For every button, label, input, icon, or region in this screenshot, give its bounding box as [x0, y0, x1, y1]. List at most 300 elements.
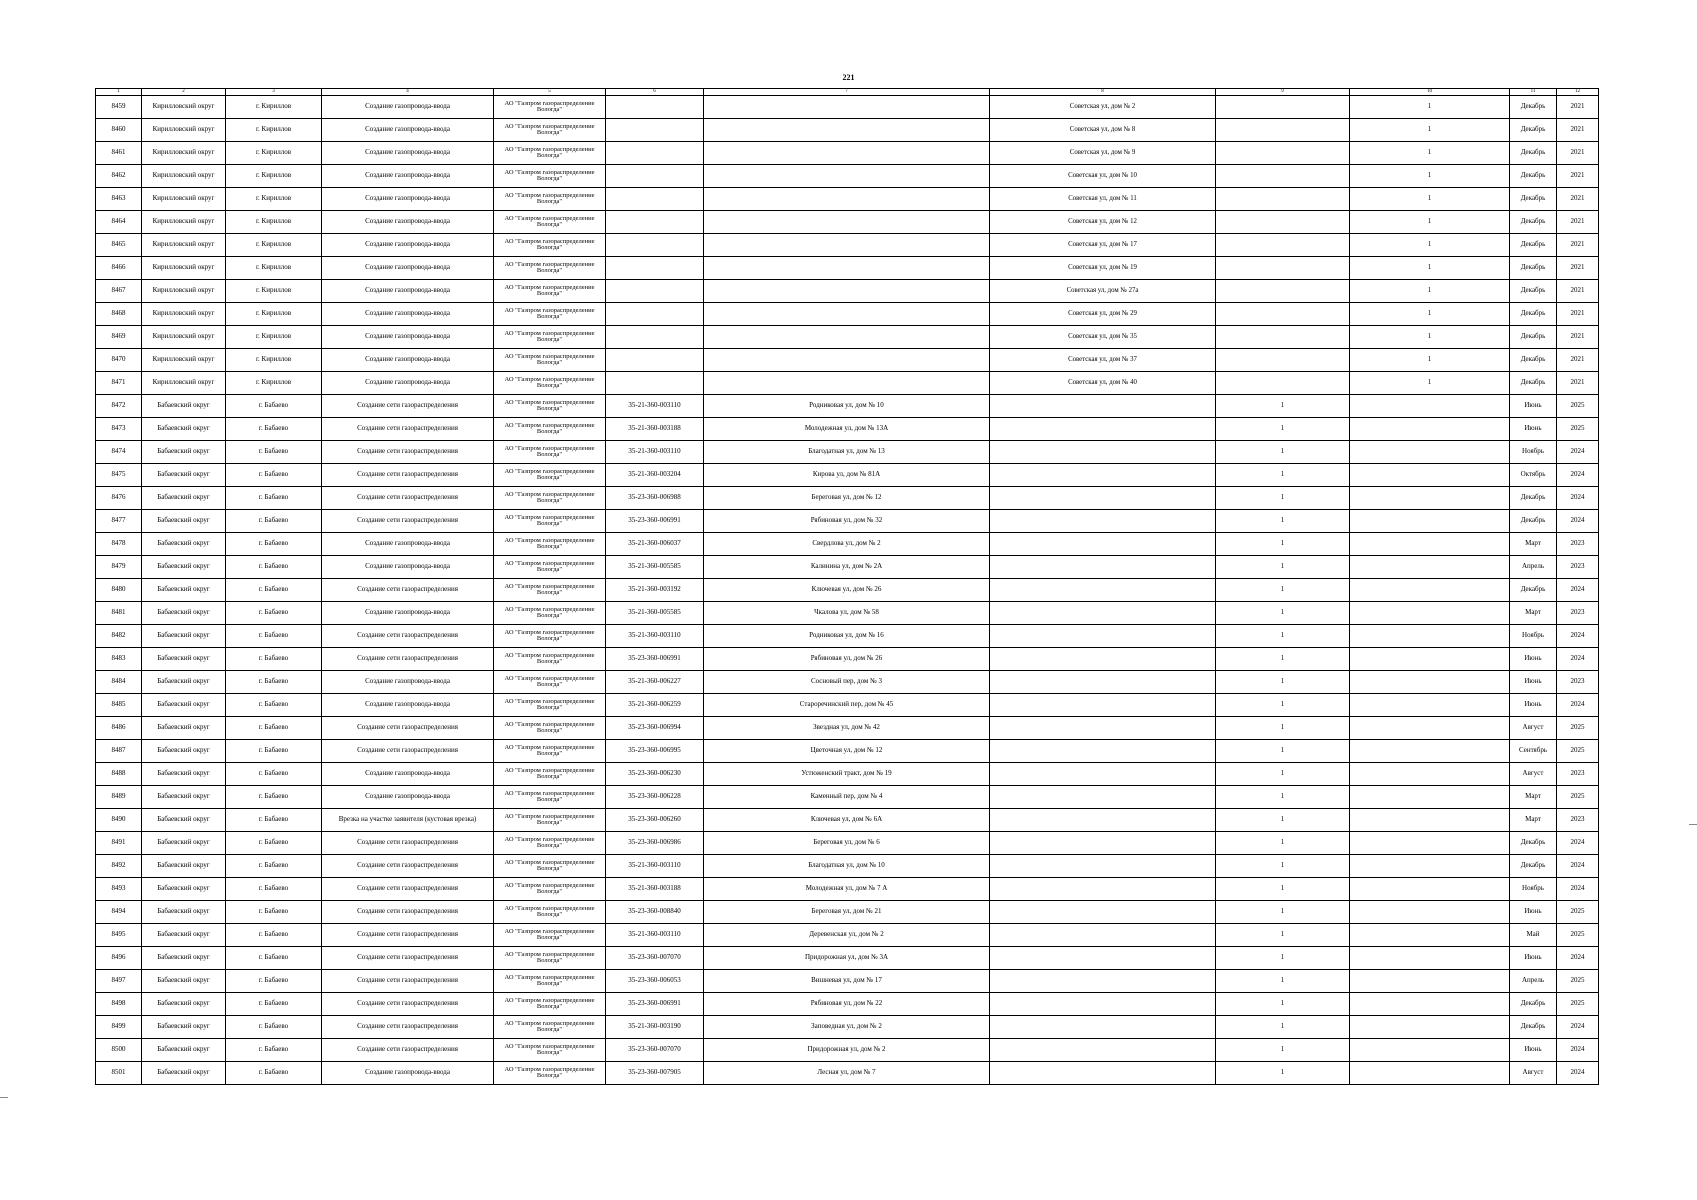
cell-address-alt: Советская ул, дом № 40: [990, 372, 1216, 395]
cell-address-alt: Советская ул, дом № 37: [990, 349, 1216, 372]
cell-work-type: Создание газопровода-ввода: [322, 165, 494, 188]
table-row: [96, 602, 1599, 625]
cell-count-9: [1216, 303, 1350, 326]
cell-executor: АО "Газпром газораспределение Вологда": [494, 533, 606, 556]
cell-district: Кирилловский округ: [142, 142, 226, 165]
cell-executor: АО "Газпром газораспределение Вологда": [494, 119, 606, 142]
cell-count-9: [1216, 349, 1350, 372]
cell-row-number: 8473: [96, 418, 142, 441]
cell-row-number: 8496: [96, 947, 142, 970]
cell-work-type: Создание сети газораспределения: [322, 487, 494, 510]
cell-year: 2024: [1557, 832, 1599, 855]
table-row: [96, 395, 1599, 418]
cell-count-9: 1: [1216, 464, 1350, 487]
cell-executor: АО "Газпром газораспределение Вологда": [494, 372, 606, 395]
cell-month: Ноябрь: [1510, 441, 1557, 464]
cell-address: [704, 96, 990, 119]
cell-year: 2025: [1557, 901, 1599, 924]
cell-work-type: Создание газопровода-ввода: [322, 211, 494, 234]
cell-district: Кирилловский округ: [142, 326, 226, 349]
cell-district: Бабаевский округ: [142, 763, 226, 786]
cell-cadastral-block: 35-21-360-005585: [606, 556, 704, 579]
scan-margin-mark: [1689, 824, 1697, 825]
cell-address: [704, 280, 990, 303]
cell-year: 2024: [1557, 510, 1599, 533]
cell-district: Бабаевский округ: [142, 487, 226, 510]
page-number: 221: [842, 73, 855, 82]
cell-address: Молодежная ул, дом № 13А: [704, 418, 990, 441]
table-row: [96, 993, 1599, 1016]
cell-address-alt: [990, 625, 1216, 648]
cell-district: Бабаевский округ: [142, 786, 226, 809]
cell-row-number: 8498: [96, 993, 142, 1016]
cell-cadastral-block: 35-23-360-007905: [606, 1062, 704, 1085]
cell-district: Кирилловский округ: [142, 234, 226, 257]
cell-month: Декабрь: [1510, 372, 1557, 395]
cell-executor: АО "Газпром газораспределение Вологда": [494, 786, 606, 809]
cell-count-9: [1216, 96, 1350, 119]
cell-work-type: Создание газопровода-ввода: [322, 257, 494, 280]
cell-city: г. Бабаево: [226, 510, 322, 533]
cell-month: Декабрь: [1510, 855, 1557, 878]
cell-count-10: [1350, 947, 1510, 970]
cell-executor: АО "Газпром газораспределение Вологда": [494, 832, 606, 855]
table-row: [96, 326, 1599, 349]
cell-count-9: [1216, 234, 1350, 257]
cell-row-number: 8480: [96, 579, 142, 602]
cell-city: г. Бабаево: [226, 487, 322, 510]
cell-month: Декабрь: [1510, 234, 1557, 257]
cell-count-9: 1: [1216, 1062, 1350, 1085]
cell-district: Бабаевский округ: [142, 947, 226, 970]
cell-district: Бабаевский округ: [142, 464, 226, 487]
column-number: 12: [1557, 89, 1599, 96]
cell-work-type: Создание газопровода-ввода: [322, 763, 494, 786]
cell-count-10: [1350, 786, 1510, 809]
column-number: 4: [322, 89, 494, 96]
cell-city: г. Бабаево: [226, 924, 322, 947]
cell-row-number: 8464: [96, 211, 142, 234]
cell-city: г. Кириллов: [226, 142, 322, 165]
cell-row-number: 8465: [96, 234, 142, 257]
cell-count-9: 1: [1216, 924, 1350, 947]
cell-work-type: Создание сети газораспределения: [322, 901, 494, 924]
cell-month: Март: [1510, 533, 1557, 556]
cell-executor: АО "Газпром газораспределение Вологда": [494, 878, 606, 901]
cell-district: Бабаевский округ: [142, 878, 226, 901]
cell-district: Бабаевский округ: [142, 855, 226, 878]
column-number-row: [96, 89, 1599, 96]
cell-row-number: 8481: [96, 602, 142, 625]
cell-executor: АО "Газпром газораспределение Вологда": [494, 211, 606, 234]
cell-address: [704, 211, 990, 234]
cell-district: Бабаевский округ: [142, 418, 226, 441]
cell-executor: АО "Газпром газораспределение Вологда": [494, 947, 606, 970]
cell-count-10: [1350, 671, 1510, 694]
cell-address-alt: [990, 671, 1216, 694]
cell-work-type: Создание газопровода-ввода: [322, 533, 494, 556]
cell-cadastral-block: 35-23-360-006053: [606, 970, 704, 993]
cell-count-9: [1216, 165, 1350, 188]
cell-year: 2025: [1557, 970, 1599, 993]
table-row: [96, 717, 1599, 740]
cell-count-9: 1: [1216, 970, 1350, 993]
cell-city: г. Бабаево: [226, 832, 322, 855]
cell-district: Бабаевский округ: [142, 694, 226, 717]
cell-count-10: [1350, 740, 1510, 763]
cell-district: Кирилловский округ: [142, 303, 226, 326]
cell-cadastral-block: 35-23-360-006994: [606, 717, 704, 740]
table-row: [96, 579, 1599, 602]
cell-count-9: [1216, 188, 1350, 211]
cell-count-10: [1350, 418, 1510, 441]
table-row: [96, 878, 1599, 901]
cell-count-10: [1350, 855, 1510, 878]
cell-address-alt: [990, 901, 1216, 924]
cell-count-10: 1: [1350, 280, 1510, 303]
cell-work-type: Создание сети газораспределения: [322, 395, 494, 418]
cell-district: Кирилловский округ: [142, 280, 226, 303]
cell-count-10: 1: [1350, 142, 1510, 165]
cell-month: Июнь: [1510, 648, 1557, 671]
cell-cadastral-block: 35-21-360-003110: [606, 924, 704, 947]
cell-cadastral-block: 35-23-360-006986: [606, 832, 704, 855]
cell-executor: АО "Газпром газораспределение Вологда": [494, 648, 606, 671]
cell-row-number: 8467: [96, 280, 142, 303]
cell-city: г. Бабаево: [226, 533, 322, 556]
cell-address-alt: Советская ул, дом № 17: [990, 234, 1216, 257]
cell-district: Бабаевский округ: [142, 648, 226, 671]
cell-month: Апрель: [1510, 970, 1557, 993]
table-row: [96, 625, 1599, 648]
cell-count-9: 1: [1216, 602, 1350, 625]
table-row: [96, 763, 1599, 786]
cell-address-alt: Советская ул, дом № 35: [990, 326, 1216, 349]
cell-address: Цветочная ул, дом № 12: [704, 740, 990, 763]
cell-month: Декабрь: [1510, 165, 1557, 188]
cell-city: г. Бабаево: [226, 970, 322, 993]
cell-count-10: [1350, 510, 1510, 533]
cell-address: Чкалова ул, дом № 58: [704, 602, 990, 625]
cell-executor: АО "Газпром газораспределение Вологда": [494, 303, 606, 326]
cell-count-9: 1: [1216, 625, 1350, 648]
cell-executor: АО "Газпром газораспределение Вологда": [494, 257, 606, 280]
cell-year: 2024: [1557, 855, 1599, 878]
cell-city: г. Кириллов: [226, 280, 322, 303]
cell-year: 2021: [1557, 119, 1599, 142]
cell-address-alt: [990, 579, 1216, 602]
cell-year: 2021: [1557, 280, 1599, 303]
cell-count-9: 1: [1216, 878, 1350, 901]
cell-year: 2024: [1557, 648, 1599, 671]
cell-executor: АО "Газпром газораспределение Вологда": [494, 1062, 606, 1085]
cell-work-type: Создание сети газораспределения: [322, 510, 494, 533]
cell-executor: АО "Газпром газораспределение Вологда": [494, 395, 606, 418]
table-row: [96, 487, 1599, 510]
cell-district: Бабаевский округ: [142, 441, 226, 464]
table-row: [96, 234, 1599, 257]
cell-year: 2025: [1557, 786, 1599, 809]
cell-address: Родниковая ул, дом № 10: [704, 395, 990, 418]
cell-city: г. Бабаево: [226, 993, 322, 1016]
table-row: [96, 165, 1599, 188]
table-row: [96, 786, 1599, 809]
cell-work-type: Создание сети газораспределения: [322, 1039, 494, 1062]
cell-address-alt: [990, 855, 1216, 878]
cell-executor: АО "Газпром газораспределение Вологда": [494, 464, 606, 487]
cell-cadastral-block: 35-21-360-003188: [606, 418, 704, 441]
cell-count-9: 1: [1216, 648, 1350, 671]
cell-year: 2021: [1557, 142, 1599, 165]
cell-city: г. Бабаево: [226, 648, 322, 671]
cell-row-number: 8479: [96, 556, 142, 579]
table-row: [96, 441, 1599, 464]
cell-count-10: [1350, 993, 1510, 1016]
cell-district: Кирилловский округ: [142, 96, 226, 119]
cell-month: Декабрь: [1510, 188, 1557, 211]
cell-executor: АО "Газпром газораспределение Вологда": [494, 188, 606, 211]
cell-month: Декабрь: [1510, 211, 1557, 234]
cell-row-number: 8497: [96, 970, 142, 993]
cell-work-type: Создание сети газораспределения: [322, 970, 494, 993]
cell-cadastral-block: [606, 372, 704, 395]
cell-cadastral-block: 35-21-360-003192: [606, 579, 704, 602]
cell-address: [704, 119, 990, 142]
cell-district: Кирилловский округ: [142, 349, 226, 372]
table-row: [96, 901, 1599, 924]
cell-month: Декабрь: [1510, 993, 1557, 1016]
cell-address: [704, 372, 990, 395]
cell-row-number: 8472: [96, 395, 142, 418]
scan-margin-mark: [0, 1097, 8, 1098]
table-row: [96, 924, 1599, 947]
cell-row-number: 8469: [96, 326, 142, 349]
cell-year: 2021: [1557, 234, 1599, 257]
cell-address-alt: [990, 533, 1216, 556]
cell-city: г. Бабаево: [226, 809, 322, 832]
cell-count-10: [1350, 441, 1510, 464]
cell-work-type: Создание газопровода-ввода: [322, 280, 494, 303]
cell-address-alt: [990, 717, 1216, 740]
cell-address-alt: Советская ул, дом № 8: [990, 119, 1216, 142]
cell-address: Придорожная ул, дом № 3А: [704, 947, 990, 970]
cell-address: Родниковая ул, дом № 16: [704, 625, 990, 648]
cell-row-number: 8470: [96, 349, 142, 372]
cell-month: Март: [1510, 602, 1557, 625]
cell-address: [704, 234, 990, 257]
column-number: 2: [142, 89, 226, 96]
table-row: [96, 303, 1599, 326]
cell-count-9: 1: [1216, 993, 1350, 1016]
table-row: [96, 119, 1599, 142]
cell-city: г. Бабаево: [226, 878, 322, 901]
cell-cadastral-block: 35-23-360-007070: [606, 947, 704, 970]
cell-executor: АО "Газпром газораспределение Вологда": [494, 349, 606, 372]
cell-cadastral-block: 35-23-360-008840: [606, 901, 704, 924]
cell-executor: АО "Газпром газораспределение Вологда": [494, 694, 606, 717]
cell-row-number: 8489: [96, 786, 142, 809]
cell-district: Бабаевский округ: [142, 901, 226, 924]
cell-address-alt: Советская ул, дом № 27а: [990, 280, 1216, 303]
cell-executor: АО "Газпром газораспределение Вологда": [494, 809, 606, 832]
cell-row-number: 8494: [96, 901, 142, 924]
cell-count-9: 1: [1216, 763, 1350, 786]
cell-count-9: [1216, 257, 1350, 280]
table-row: [96, 809, 1599, 832]
cell-cadastral-block: 35-23-360-006995: [606, 740, 704, 763]
cell-city: г. Бабаево: [226, 602, 322, 625]
cell-year: 2021: [1557, 303, 1599, 326]
cell-city: г. Кириллов: [226, 349, 322, 372]
cell-year: 2021: [1557, 96, 1599, 119]
cell-work-type: Врезка на участке заявителя (кустовая врезка): [322, 809, 494, 832]
cell-month: Август: [1510, 1062, 1557, 1085]
cell-address: Рябиновая ул, дом № 22: [704, 993, 990, 1016]
cell-city: г. Бабаево: [226, 464, 322, 487]
cell-address: Вишневая ул, дом № 17: [704, 970, 990, 993]
cell-city: г. Бабаево: [226, 418, 322, 441]
table-row: [96, 855, 1599, 878]
cell-city: г. Бабаево: [226, 579, 322, 602]
cell-executor: АО "Газпром газораспределение Вологда": [494, 763, 606, 786]
cell-count-10: [1350, 625, 1510, 648]
cell-month: Июнь: [1510, 395, 1557, 418]
cell-cadastral-block: [606, 96, 704, 119]
cell-city: г. Кириллов: [226, 188, 322, 211]
column-number: 5: [494, 89, 606, 96]
cell-year: 2021: [1557, 349, 1599, 372]
cell-address-alt: Советская ул, дом № 10: [990, 165, 1216, 188]
cell-executor: АО "Газпром газораспределение Вологда": [494, 602, 606, 625]
cell-month: Июнь: [1510, 694, 1557, 717]
cell-cadastral-block: 35-23-360-006988: [606, 487, 704, 510]
cell-work-type: Создание газопровода-ввода: [322, 234, 494, 257]
column-number: 8: [990, 89, 1216, 96]
cell-address: [704, 188, 990, 211]
cell-district: Бабаевский округ: [142, 510, 226, 533]
table-row: [96, 188, 1599, 211]
cell-address: Благодатная ул, дом № 10: [704, 855, 990, 878]
cell-executor: АО "Газпром газораспределение Вологда": [494, 740, 606, 763]
cell-district: Бабаевский округ: [142, 602, 226, 625]
cell-executor: АО "Газпром газораспределение Вологда": [494, 717, 606, 740]
cell-cadastral-block: 35-21-360-003204: [606, 464, 704, 487]
cell-city: г. Кириллов: [226, 372, 322, 395]
cell-address-alt: [990, 1062, 1216, 1085]
cell-year: 2025: [1557, 993, 1599, 1016]
cell-executor: АО "Газпром газораспределение Вологда": [494, 579, 606, 602]
cell-address: Сосновый пер, дом № 3: [704, 671, 990, 694]
cell-month: Июнь: [1510, 1039, 1557, 1062]
cell-executor: АО "Газпром газораспределение Вологда": [494, 326, 606, 349]
cell-cadastral-block: 35-23-360-007070: [606, 1039, 704, 1062]
cell-cadastral-block: [606, 326, 704, 349]
cell-district: Бабаевский округ: [142, 1039, 226, 1062]
cell-cadastral-block: [606, 349, 704, 372]
cell-work-type: Создание газопровода-ввода: [322, 119, 494, 142]
cell-row-number: 8477: [96, 510, 142, 533]
cell-row-number: 8476: [96, 487, 142, 510]
cell-work-type: Создание газопровода-ввода: [322, 188, 494, 211]
table-row: [96, 349, 1599, 372]
cell-year: 2025: [1557, 740, 1599, 763]
cell-executor: АО "Газпром газораспределение Вологда": [494, 142, 606, 165]
cell-month: Декабрь: [1510, 487, 1557, 510]
cell-month: Ноябрь: [1510, 625, 1557, 648]
column-number: 10: [1350, 89, 1510, 96]
cell-count-10: 1: [1350, 96, 1510, 119]
cell-address: Ключевая ул, дом № 26: [704, 579, 990, 602]
cell-address: Кирова ул, дом № 81А: [704, 464, 990, 487]
cell-address-alt: [990, 993, 1216, 1016]
cell-row-number: 8500: [96, 1039, 142, 1062]
cell-city: г. Кириллов: [226, 234, 322, 257]
cell-row-number: 8495: [96, 924, 142, 947]
cell-district: Бабаевский округ: [142, 970, 226, 993]
cell-count-10: [1350, 924, 1510, 947]
cell-year: 2023: [1557, 556, 1599, 579]
cell-count-9: 1: [1216, 395, 1350, 418]
cell-work-type: Создание сети газораспределения: [322, 717, 494, 740]
cell-count-10: [1350, 395, 1510, 418]
cell-year: 2024: [1557, 625, 1599, 648]
cell-district: Бабаевский округ: [142, 809, 226, 832]
cell-row-number: 8466: [96, 257, 142, 280]
cell-row-number: 8462: [96, 165, 142, 188]
cell-address-alt: [990, 418, 1216, 441]
cell-address-alt: [990, 395, 1216, 418]
cell-address-alt: [990, 648, 1216, 671]
cell-city: г. Бабаево: [226, 694, 322, 717]
cell-count-9: [1216, 326, 1350, 349]
table-row: [96, 556, 1599, 579]
cell-district: Бабаевский округ: [142, 1062, 226, 1085]
cell-work-type: Создание сети газораспределения: [322, 648, 494, 671]
cell-address-alt: [990, 1039, 1216, 1062]
cell-row-number: 8463: [96, 188, 142, 211]
cell-count-10: 1: [1350, 349, 1510, 372]
cell-count-10: 1: [1350, 257, 1510, 280]
cell-work-type: Создание сети газораспределения: [322, 740, 494, 763]
cell-cadastral-block: [606, 165, 704, 188]
cell-count-10: [1350, 602, 1510, 625]
cell-address-alt: [990, 809, 1216, 832]
cell-address: Береговая ул, дом № 12: [704, 487, 990, 510]
cell-address: Береговая ул, дом № 6: [704, 832, 990, 855]
cell-cadastral-block: [606, 119, 704, 142]
cell-work-type: Создание газопровода-ввода: [322, 372, 494, 395]
cell-count-9: 1: [1216, 418, 1350, 441]
table-row: [96, 648, 1599, 671]
cell-count-10: [1350, 970, 1510, 993]
cell-year: 2025: [1557, 924, 1599, 947]
cell-row-number: 8482: [96, 625, 142, 648]
cell-count-9: 1: [1216, 510, 1350, 533]
table-body: [96, 89, 1599, 1085]
cell-city: г. Кириллов: [226, 303, 322, 326]
cell-cadastral-block: [606, 234, 704, 257]
cell-row-number: 8488: [96, 763, 142, 786]
cell-count-10: 1: [1350, 211, 1510, 234]
cell-cadastral-block: 35-23-360-006991: [606, 993, 704, 1016]
column-number: 3: [226, 89, 322, 96]
cell-executor: АО "Газпром газораспределение Вологда": [494, 1016, 606, 1039]
cell-work-type: Создание сети газораспределения: [322, 625, 494, 648]
cell-month: Декабрь: [1510, 257, 1557, 280]
cell-row-number: 8461: [96, 142, 142, 165]
cell-count-9: 1: [1216, 1016, 1350, 1039]
cell-work-type: Создание сети газораспределения: [322, 947, 494, 970]
